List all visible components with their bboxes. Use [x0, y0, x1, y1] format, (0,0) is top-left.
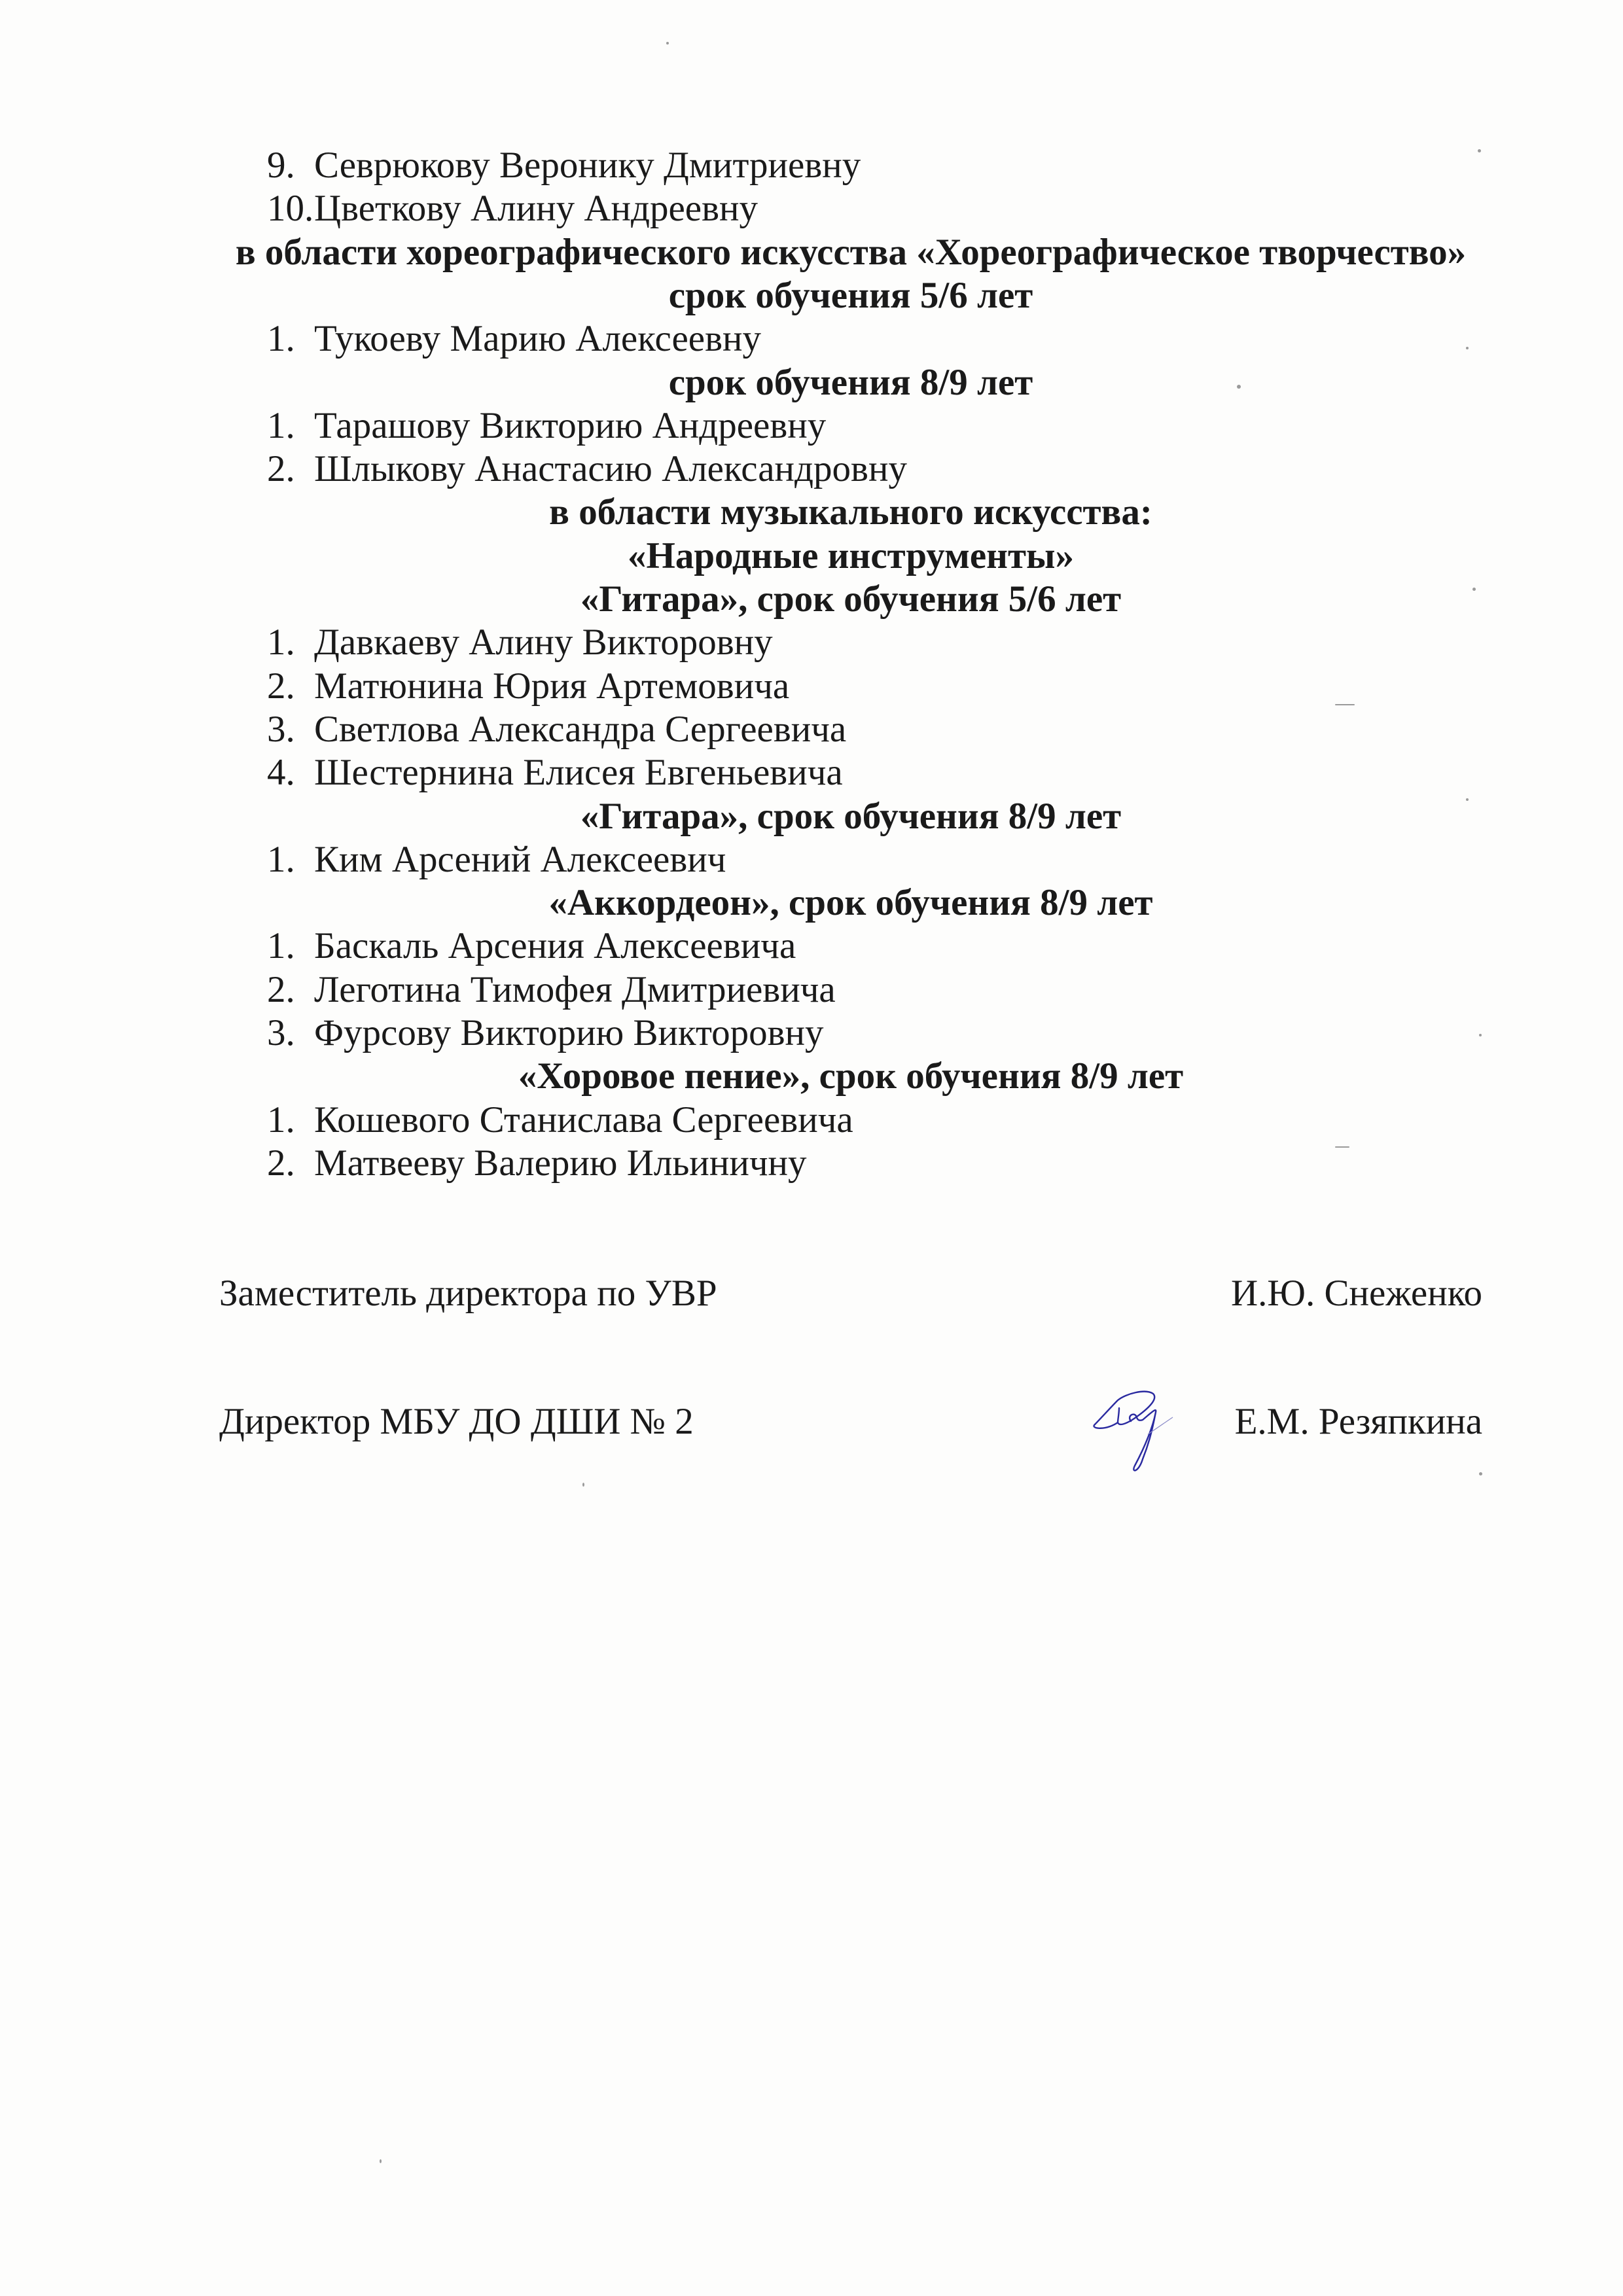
student-name: Кошевого Станислава Сергеевича — [314, 1099, 853, 1140]
student-name: Матюнина Юрия Артемовича — [314, 665, 790, 707]
item-number: 1. — [267, 925, 295, 967]
item-number: 1. — [267, 838, 295, 880]
list-item — [267, 838, 1478, 881]
scan-speck — [582, 1483, 584, 1487]
student-name: Давкаеву Алину Викторовну — [314, 622, 773, 663]
list-item — [267, 448, 1478, 491]
scan-speck — [1472, 588, 1476, 591]
student-name: Шлыкову Анастасию Александровну — [314, 448, 907, 490]
list-item — [267, 665, 1478, 708]
item-number: 3. — [267, 1012, 295, 1053]
item-number: 1. — [267, 622, 295, 663]
subsection-heading: «Гитара», срок обучения 5/6 лет — [580, 578, 1122, 620]
scan-speck — [1237, 385, 1241, 389]
item-number: 9. — [267, 145, 295, 186]
subsection-heading: срок обучения 8/9 лет — [668, 361, 1033, 403]
signature-stroke — [1094, 1392, 1156, 1471]
signer-name: И.Ю. Снеженко — [1230, 1273, 1482, 1314]
item-number: 2. — [267, 665, 295, 707]
scan-speck — [666, 42, 669, 44]
signer-role: Директор МБУ ДО ДШИ № 2 — [219, 1401, 694, 1442]
scan-speck — [1466, 347, 1469, 349]
signature-row-director — [219, 1400, 1482, 1443]
student-name: Фурсову Викторию Викторовну — [314, 1012, 824, 1053]
student-name: Шестернина Елисея Евгеньевича — [314, 752, 843, 794]
subsection-heading: срок обучения 5/6 лет — [668, 274, 1033, 316]
scan-speck — [1479, 1034, 1482, 1036]
handwritten-signature — [1080, 1374, 1178, 1479]
item-number: 2. — [267, 1142, 295, 1184]
list-item — [267, 1099, 1478, 1142]
list-item — [267, 1142, 1478, 1185]
subsection-heading: «Хоровое пение», срок обучения 8/9 лет — [518, 1055, 1184, 1097]
subsection-heading: «Аккордеон», срок обучения 8/9 лет — [548, 882, 1153, 924]
list-item — [267, 317, 1478, 361]
subsection-heading: «Гитара», срок обучения 8/9 лет — [580, 795, 1122, 837]
scan-speck — [1466, 798, 1469, 801]
item-number: 10. — [267, 188, 314, 230]
section-heading: в области хореографического искусства «Хореографическое творчество» — [235, 231, 1467, 273]
list-item — [267, 187, 1478, 230]
item-number: 1. — [267, 1099, 295, 1140]
signer-role: Заместитель директора по УВР — [219, 1273, 717, 1314]
list-item — [267, 925, 1478, 968]
signer-name: Е.М. Резяпкина — [1234, 1401, 1482, 1442]
item-number: 3. — [267, 708, 295, 750]
student-name: Цветкову Алину Андреевну — [314, 188, 758, 230]
list-item — [267, 144, 1478, 187]
list-item — [267, 404, 1478, 448]
scan-speck — [1478, 149, 1481, 152]
student-name: Светлова Александра Сергеевича — [314, 708, 847, 750]
scan-speck — [1335, 704, 1355, 705]
program-heading: «Народные инструменты» — [628, 535, 1074, 576]
student-name: Севрюкову Веронику Дмитриевну — [314, 145, 861, 186]
student-name: Тарашову Викторию Андреевну — [314, 404, 827, 446]
item-number: 1. — [267, 318, 295, 360]
scan-speck — [380, 2159, 382, 2163]
list-item — [267, 708, 1478, 751]
signature-row-deputy — [219, 1272, 1482, 1315]
student-name: Леготина Тимофея Дмитриевича — [314, 968, 836, 1010]
scan-speck — [1335, 1146, 1349, 1148]
item-number: 4. — [267, 752, 295, 794]
student-name: Тукоеву Марию Алексеевну — [314, 318, 761, 360]
item-number: 1. — [267, 404, 295, 446]
student-name: Баскаль Арсения Алексеевича — [314, 925, 796, 967]
scan-speck — [1479, 1472, 1482, 1475]
list-item — [267, 1012, 1478, 1055]
item-number: 2. — [267, 448, 295, 490]
list-item — [267, 751, 1478, 794]
section-heading: в области музыкального искусства: — [549, 491, 1152, 533]
student-name: Ким Арсений Алексеевич — [314, 838, 726, 880]
list-item — [267, 621, 1478, 664]
item-number: 2. — [267, 968, 295, 1010]
list-item — [267, 968, 1478, 1012]
student-name: Матвееву Валерию Ильиничну — [314, 1142, 807, 1184]
